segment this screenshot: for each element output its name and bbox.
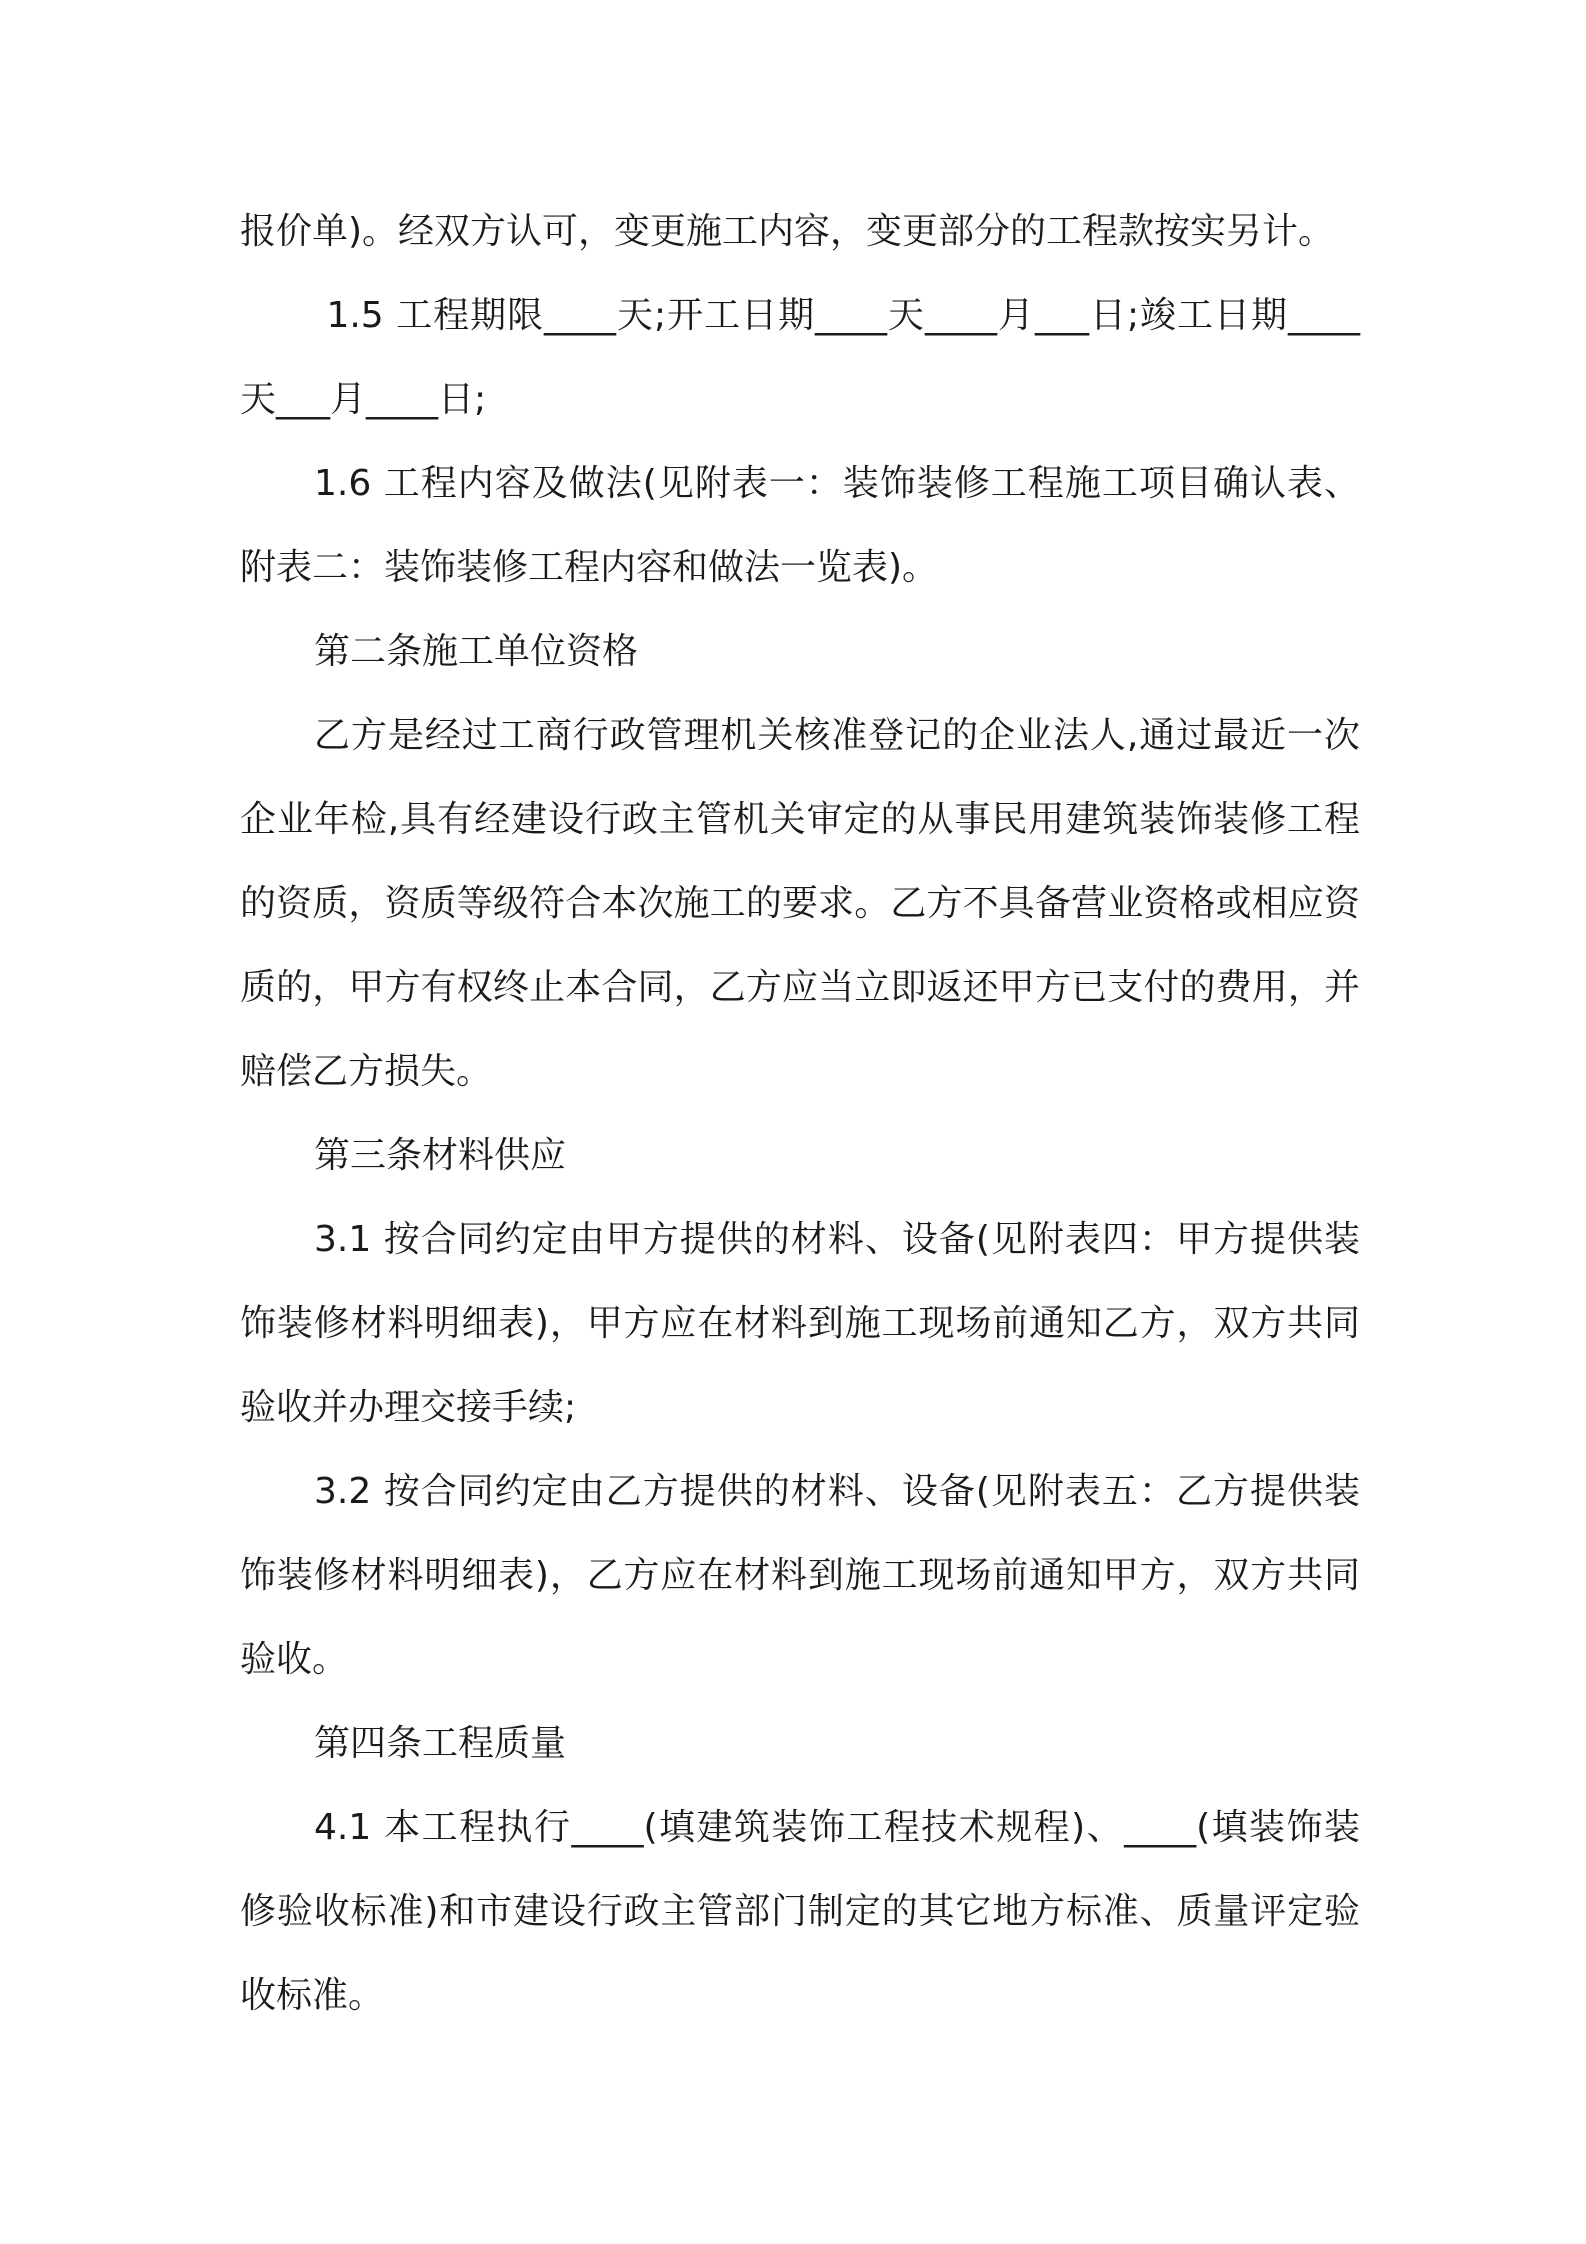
paragraph-1-6-content: 1.6 工程内容及做法(见附表一：装饰装修工程施工项目确认表、附表二：装饰装修工程内容和做法一览表)。	[240, 463, 1360, 588]
document-body	[240, 190, 1360, 2038]
heading-article-4: 第四条工程质量	[314, 1723, 567, 1764]
paragraph-1-5-schedule: 1.5 工程期限____天;开工日期____天____月___日;竣工日期____天___月____日;	[240, 295, 1360, 420]
paragraph-3-1: 3.1 按合同约定由甲方提供的材料、设备(见附表四：甲方提供装饰装修材料明细表)，甲方应在材料到施工现场前通知乙方，双方共同验收并办理交接手续;	[240, 1219, 1360, 1428]
paragraph-article-2: 乙方是经过工商行政管理机关核准登记的企业法人,通过最近一次企业年检,具有经建设行政主管机关审定的从事民用建筑装饰装修工程的资质，资质等级符合本次施工的要求。乙方不具备营业资格或相应资质的，甲方有权终止本合同，乙方应当立即返还甲方已支付的费用，并赔偿乙方损失。	[240, 715, 1360, 1092]
paragraph-continued-quote: 报价单)。经双方认可，变更施工内容，变更部分的工程款按实另计。	[240, 211, 1335, 252]
paragraph-3-2: 3.2 按合同约定由乙方提供的材料、设备(见附表五：乙方提供装饰装修材料明细表)，乙方应在材料到施工现场前通知甲方，双方共同验收。	[240, 1471, 1360, 1680]
heading-article-3: 第三条材料供应	[314, 1135, 567, 1176]
paragraph-4-1: 4.1 本工程执行____(填建筑装饰工程技术规程)、____(填装饰装修验收标准)和市建设行政主管部门制定的其它地方标准、质量评定验收标准。	[240, 1807, 1360, 2016]
heading-article-2: 第二条施工单位资格	[314, 631, 639, 672]
